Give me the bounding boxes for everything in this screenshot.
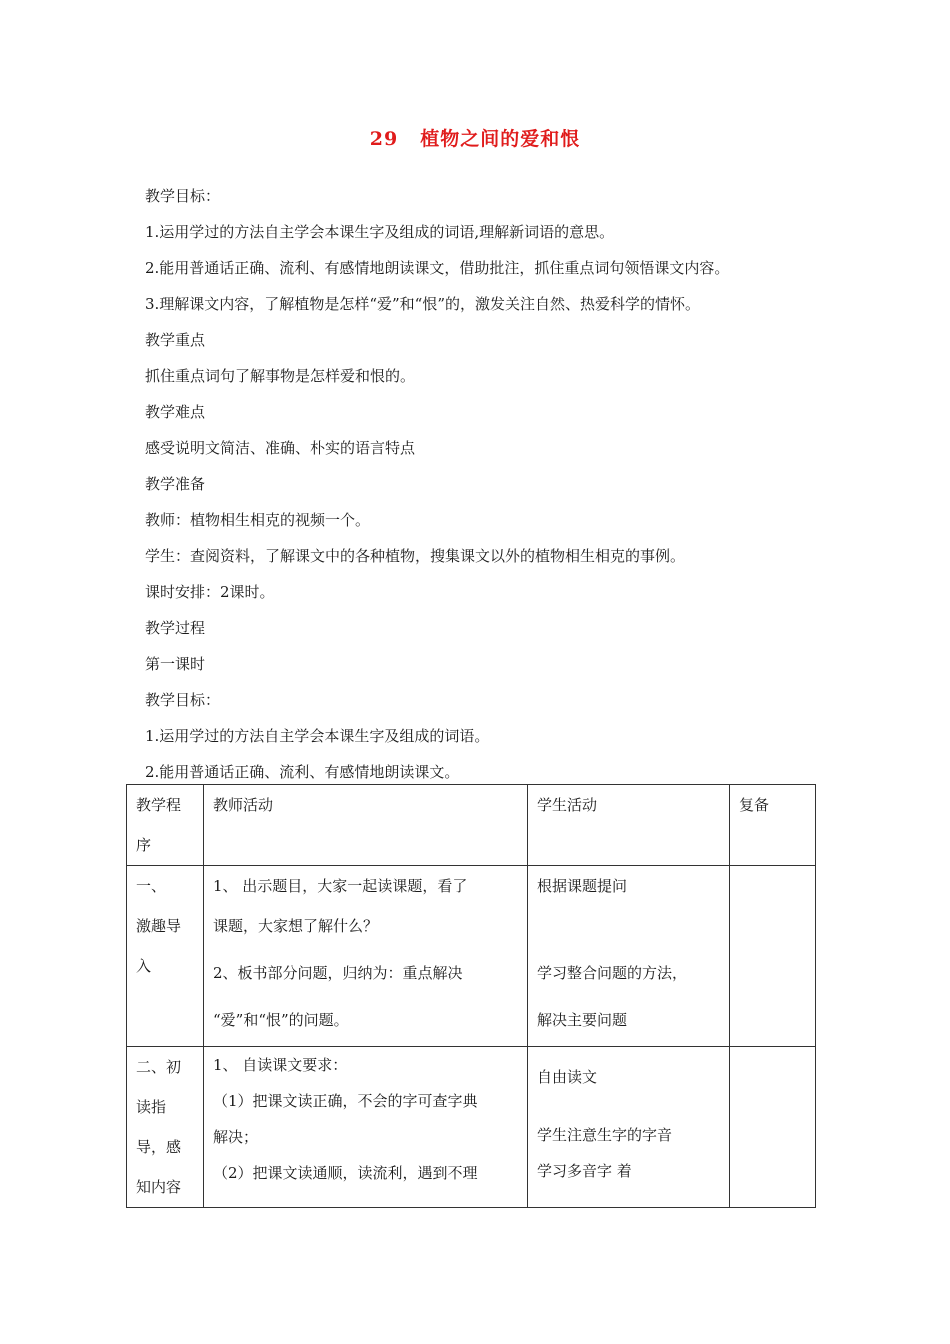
procedure-cell: 二、初 读指 导，感 知内容 bbox=[127, 1047, 204, 1208]
student-activity-cell: 自由读文 学生注意生字的字音 学习多音字 着 bbox=[528, 1047, 730, 1208]
review-cell bbox=[730, 866, 816, 1047]
section-heading-key-points: 教学重点 bbox=[145, 331, 206, 349]
section-heading-goals-2: 教学目标： bbox=[145, 691, 221, 709]
goal-item: 2.能用普通话正确、流利、有感情地朗读课文。 bbox=[145, 763, 460, 781]
student-activity-cell: 根据课题提问 学习整合问题的方法， 解决主要问题 bbox=[528, 866, 730, 1047]
goal-item: 3.理解课文内容，了解植物是怎样“爱”和“恨”的，激发关注自然、热爱科学的情怀。 bbox=[145, 295, 700, 313]
table-header-row bbox=[127, 785, 816, 866]
teacher-activity-cell: 1、 自读课文要求： （1）把课文读正确，不会的字可查字典 解决； （2）把课文读通顺，读流利，遇到不理 bbox=[204, 1047, 528, 1208]
review-cell bbox=[730, 1047, 816, 1208]
table-row bbox=[127, 1047, 816, 1208]
goal-item: 1.运用学过的方法自主学会本课生字及组成的词语。 bbox=[145, 727, 490, 745]
teacher-activity-cell: 1、 出示题目，大家一起读课题，看了 课题，大家想了解什么？ 2、板书部分问题，归纳为：重点解决 “爱”和“恨”的问题。 bbox=[204, 866, 528, 1047]
procedure-cell: 一、 激趣导 入 bbox=[127, 866, 204, 1047]
difficulties-text: 感受说明文简洁、准确、朴实的语言特点 bbox=[145, 439, 416, 457]
header-review: 复备 bbox=[730, 785, 816, 866]
goal-item: 1.运用学过的方法自主学会本课生字及组成的词语,理解新词语的意思。 bbox=[145, 223, 615, 241]
header-procedure: 教学程 序 bbox=[127, 785, 204, 866]
lesson-plan-table bbox=[126, 784, 816, 1208]
class-hours: 课时安排：2课时。 bbox=[145, 583, 275, 601]
key-points-text: 抓住重点词句了解事物是怎样爱和恨的。 bbox=[145, 367, 416, 385]
section-heading-difficulties: 教学难点 bbox=[145, 403, 206, 421]
page-title bbox=[0, 124, 950, 151]
title-text: 植物之间的爱和恨 bbox=[420, 128, 581, 150]
section-heading-preparation: 教学准备 bbox=[145, 475, 206, 493]
title-number: 29 bbox=[369, 128, 399, 150]
table-row bbox=[127, 866, 816, 1047]
goal-item: 2.能用普通话正确、流利、有感情地朗读课文，借助批注，抓住重点词句领悟课文内容。 bbox=[145, 259, 730, 277]
preparation-teacher: 教师：植物相生相克的视频一个。 bbox=[145, 511, 371, 529]
first-lesson-heading: 第一课时 bbox=[145, 655, 206, 673]
header-teacher-activity: 教师活动 bbox=[204, 785, 528, 866]
lesson-body bbox=[145, 178, 835, 790]
header-student-activity: 学生活动 bbox=[528, 785, 730, 866]
section-heading-process: 教学过程 bbox=[145, 619, 206, 637]
section-heading-goals: 教学目标： bbox=[145, 187, 221, 205]
preparation-student: 学生：查阅资料，了解课文中的各种植物，搜集课文以外的植物相生相克的事例。 bbox=[145, 547, 686, 565]
